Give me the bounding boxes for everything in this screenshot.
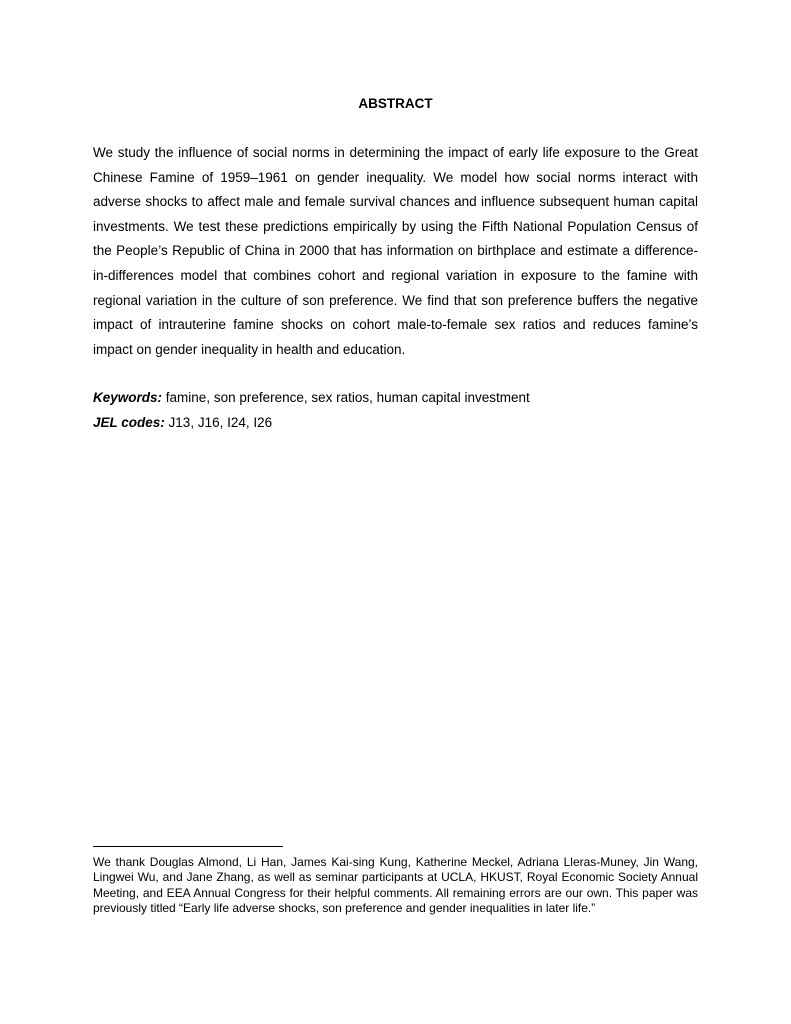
keywords-value: famine, son preference, sex ratios, human capital investment	[165, 390, 530, 405]
footnote-text: We thank Douglas Almond, Li Han, James Kai-sing Kung, Katherine Meckel, Adriana Lleras-Muney, Jin Wang, Lingwei Wu, and Jane Zhang, as well as seminar participants at UCLA, HKUST, Royal Economic Society Annual Meeting, and EEA Annual Congress for their helpful comments. All remaining errors are our own. This paper was previously titled “Early life adverse shocks, son preference and gender inequalities in later life.”	[93, 855, 698, 916]
jel-codes-value: J13, J16, I24, I26	[168, 415, 273, 430]
footnote-divider	[93, 846, 283, 847]
abstract-heading: ABSTRACT	[358, 96, 433, 111]
abstract-body: We study the influence of social norms in determining the impact of early life exposure to the Great Chinese Famine of 1959–1961 on gender inequality. We model how social norms interact with adverse shocks to affect male and female survival chances and influence subsequent human capital investments. We test these predictions empirically by using the Fifth National Population Census of the People’s Republic of China in 2000 that has information on birthplace and estimate a difference-in-differences model that combines cohort and regional variation in exposure to the famine with regional variation in the culture of son preference. We find that son preference buffers the negative impact of intrauterine famine shocks on cohort male-to-female sex ratios and reduces famine’s impact on gender inequality in health and education.	[93, 145, 698, 357]
jel-codes-label: JEL codes:	[93, 415, 165, 430]
keywords-line	[93, 389, 698, 407]
jel-codes-line	[93, 414, 698, 432]
keywords-label: Keywords:	[93, 390, 163, 405]
